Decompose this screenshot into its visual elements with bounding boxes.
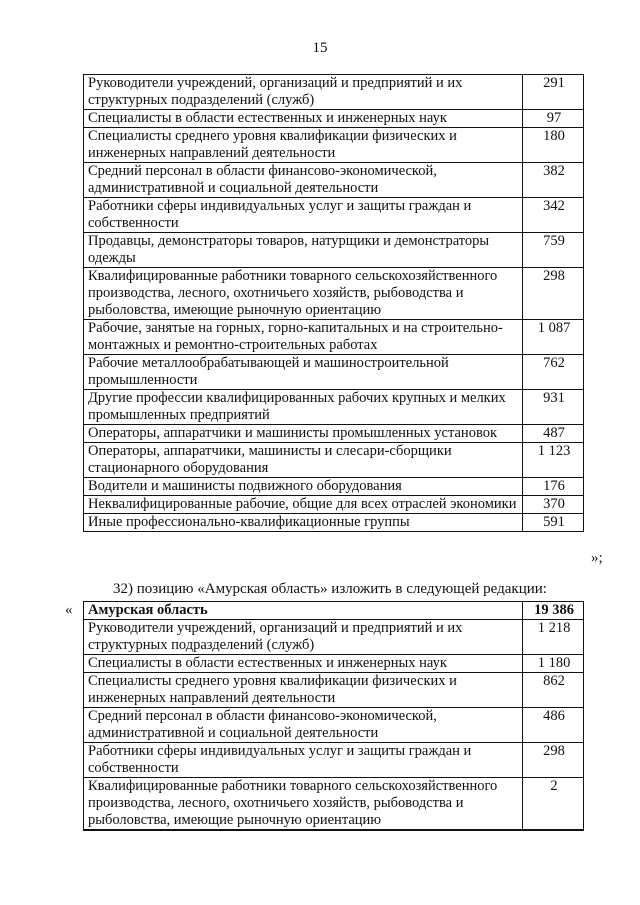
occupation-value: 370 — [523, 496, 584, 514]
occupation-value: 1 180 — [523, 655, 584, 673]
occupation-name: Руководители учреждений, организаций и предприятий и их структурных подразделений (служб) — [84, 620, 523, 655]
closing-quote-mark: »; — [591, 550, 603, 566]
table-row — [84, 128, 584, 163]
occupation-name: Специалисты в области естественных и инженерных наук — [84, 655, 523, 673]
occupation-name: Неквалифицированные рабочие, общие для всех отраслей экономики — [84, 496, 523, 514]
occupation-value: 759 — [523, 233, 584, 268]
table-row — [84, 620, 584, 655]
occupation-value: 931 — [523, 390, 584, 425]
table-row — [84, 478, 584, 496]
occupation-value: 176 — [523, 478, 584, 496]
table-row — [84, 443, 584, 478]
amur-region-table — [83, 601, 584, 831]
occupation-value: 1 218 — [523, 620, 584, 655]
occupation-name: Специалисты в области естественных и инженерных наук — [84, 110, 523, 128]
table-row — [84, 496, 584, 514]
occupation-name: Операторы, аппаратчики, машинисты и слесари-сборщики стационарного оборудования — [84, 443, 523, 478]
occupation-name: Специалисты среднего уровня квалификации физических и инженерных направлений деятельности — [84, 673, 523, 708]
table-row — [84, 655, 584, 673]
occupation-value: 291 — [523, 75, 584, 110]
occupation-name: Квалифицированные работники товарного сельскохозяйственного производства, лесного, охотничьего хозяйств, рыбоводства и рыболовства, имеющие рыночную ориентацию — [84, 778, 523, 831]
occupation-name: Иные профессионально-квалификационные группы — [84, 514, 523, 532]
table-row — [84, 708, 584, 743]
table-row — [84, 75, 584, 110]
table-row — [84, 268, 584, 320]
occupation-value: 180 — [523, 128, 584, 163]
occupation-name: Специалисты среднего уровня квалификации физических и инженерных направлений деятельности — [84, 128, 523, 163]
occupation-value: 298 — [523, 743, 584, 778]
occupation-value: 487 — [523, 425, 584, 443]
occupation-name: Работники сферы индивидуальных услуг и защиты граждан и собственности — [84, 743, 523, 778]
table-row — [84, 163, 584, 198]
occupation-value: 342 — [523, 198, 584, 233]
amendment-intro-text: 32) позицию «Амурская область» изложить в следующей редакции: — [113, 581, 547, 597]
occupation-name: Рабочие металлообрабатывающей и машиностроительной промышленности — [84, 355, 523, 390]
occupation-name: Операторы, аппаратчики и машинисты промышленных установок — [84, 425, 523, 443]
table-header-row — [84, 602, 584, 620]
occupation-value: 591 — [523, 514, 584, 532]
occupations-table-previous — [83, 74, 584, 532]
occupation-value: 298 — [523, 268, 584, 320]
occupation-value: 2 — [523, 778, 584, 831]
table-row — [84, 355, 584, 390]
table-row — [84, 390, 584, 425]
occupation-value: 862 — [523, 673, 584, 708]
table-row — [84, 425, 584, 443]
region-name: Амурская область — [84, 602, 523, 620]
table-row — [84, 778, 584, 831]
occupation-name: Средний персонал в области финансово-экономической, административной и социальной деятельности — [84, 708, 523, 743]
table-row — [84, 673, 584, 708]
occupation-value: 382 — [523, 163, 584, 198]
table-row — [84, 110, 584, 128]
occupation-value: 1 087 — [523, 320, 584, 355]
occupation-name: Средний персонал в области финансово-экономической, административной и социальной деятельности — [84, 163, 523, 198]
occupation-value: 1 123 — [523, 443, 584, 478]
occupation-name: Другие профессии квалифицированных рабочих крупных и мелких промышленных предприятий — [84, 390, 523, 425]
occupation-name: Продавцы, демонстраторы товаров, натурщики и демонстраторы одежды — [84, 233, 523, 268]
occupation-name: Рабочие, занятые на горных, горно-капитальных и на строительно-монтажных и ремонтно-строительных работах — [84, 320, 523, 355]
table-row — [84, 743, 584, 778]
occupation-value: 97 — [523, 110, 584, 128]
occupation-name: Работники сферы индивидуальных услуг и защиты граждан и собственности — [84, 198, 523, 233]
table-row — [84, 514, 584, 532]
table-row — [84, 198, 584, 233]
occupation-name: Водители и машинисты подвижного оборудования — [84, 478, 523, 496]
table-row — [84, 320, 584, 355]
occupation-value: 762 — [523, 355, 584, 390]
occupation-name: Квалифицированные работники товарного сельскохозяйственного производства, лесного, охотничьего хозяйств, рыбоводства и рыболовства, имеющие рыночную ориентацию — [84, 268, 523, 320]
table-row — [84, 233, 584, 268]
occupation-value: 486 — [523, 708, 584, 743]
occupation-name: Руководители учреждений, организаций и предприятий и их структурных подразделений (служб) — [84, 75, 523, 110]
table-body — [84, 602, 584, 831]
table-body — [84, 75, 584, 532]
opening-quote-mark: « — [65, 602, 73, 618]
region-total: 19 386 — [523, 602, 584, 620]
page-number: 15 — [312, 40, 328, 56]
